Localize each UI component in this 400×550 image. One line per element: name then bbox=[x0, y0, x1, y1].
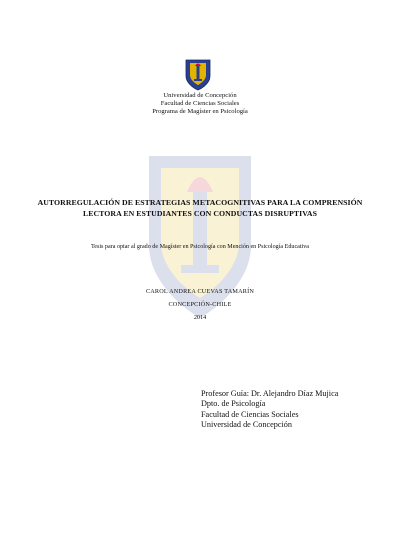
advisor-department: Dpto. de Psicología bbox=[201, 399, 266, 409]
thesis-title-line-1: AUTORREGULACIÓN DE ESTRATEGIAS METACOGNITIVAS PARA LA COMPRENSIÓN bbox=[37, 198, 363, 207]
university-name: Universidad de Concepción bbox=[163, 92, 237, 99]
advisor-university: Universidad de Concepción bbox=[201, 420, 292, 430]
program-name: Programa de Magíster en Psicología bbox=[152, 108, 248, 115]
place: CONCEPCIÓN-CHILE bbox=[168, 301, 232, 308]
year: 2014 bbox=[193, 314, 207, 321]
thesis-subtitle: Tesis para optar al grado de Magíster en Psicología con Mención en Psicología Educativa bbox=[90, 244, 310, 250]
author-name: CAROL ANDREA CUEVAS TAMARÍN bbox=[145, 288, 255, 295]
university-crest-watermark bbox=[143, 150, 257, 325]
faculty-name: Facultad de Ciencias Sociales bbox=[160, 100, 240, 107]
advisor-block bbox=[201, 389, 338, 431]
advisor-name: Profesor Guía: Dr. Alejandro Díaz Mujica bbox=[201, 389, 339, 398]
thesis-title-line-2: LECTORA EN ESTUDIANTES CON CONDUCTAS DISRUPTIVAS bbox=[83, 208, 317, 218]
university-crest-icon bbox=[184, 58, 212, 92]
advisor-faculty: Facultad de Ciencias Sociales bbox=[201, 409, 299, 419]
thesis-title bbox=[20, 198, 380, 219]
